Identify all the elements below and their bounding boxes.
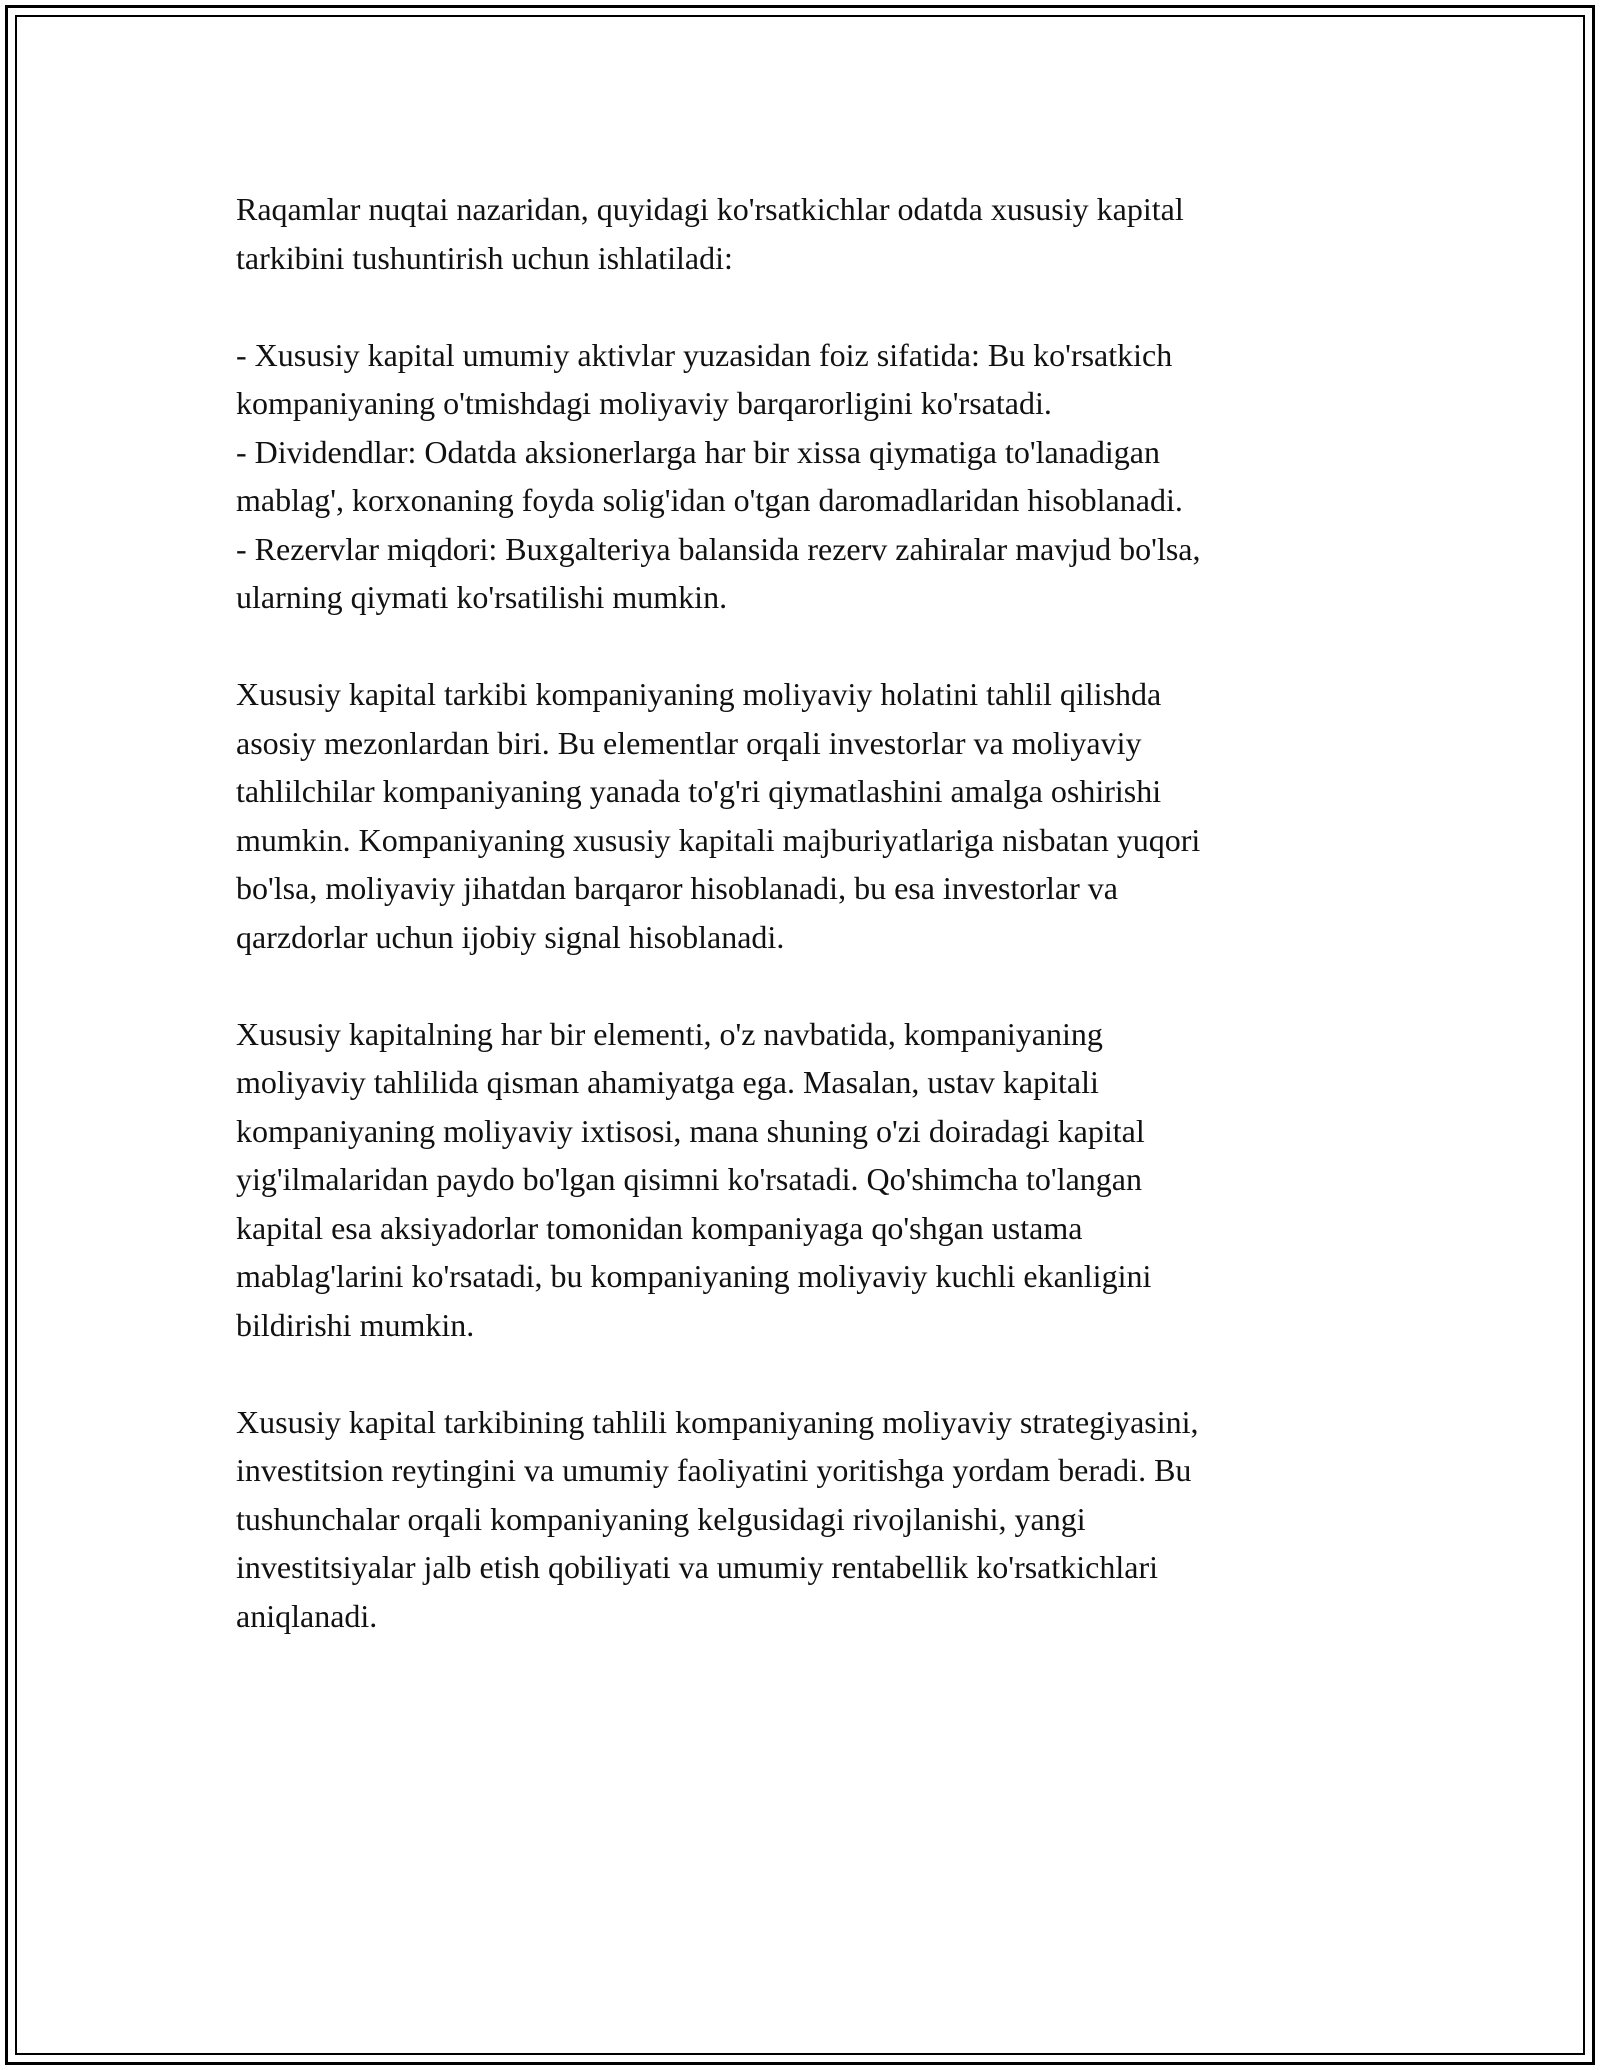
text-line: tahlilchilar kompaniyaning yanada to'g'ri qiymatlashini amalga oshirishi — [236, 773, 1162, 809]
text-line: investitsiyalar jalb etish qobiliyati va umumiy rentabellik ko'rsatkichlari — [236, 1549, 1158, 1585]
text-line: bildirishi mumkin. — [236, 1306, 475, 1343]
paragraph-indicator-list — [236, 331, 1366, 622]
text-line: mumkin. Kompaniyaning xususiy kapitali majburiyatlariga nisbatan yuqori — [236, 821, 1201, 858]
list-item-text-line: ularning qiymati ko'rsatilishi mumkin. — [236, 579, 728, 615]
text-line: mablag'larini ko'rsatadi, bu kompaniyaning moliyaviy kuchli ekanligini — [236, 1258, 1152, 1294]
paragraph-structure-analysis — [236, 670, 1366, 961]
text-line: moliyaviy tahlilida qisman ahamiyatga ega. Masalan, ustav kapitali — [236, 1064, 1099, 1100]
text-line: Xususiy kapital tarkibining tahlili kompaniyaning moliyaviy strategiyasini, — [236, 1403, 1199, 1440]
document-body — [236, 185, 1366, 1689]
text-line: tushunchalar orqali kompaniyaning kelgusidagi rivojlanishi, yangi — [236, 1500, 1086, 1537]
paragraph-elements — [236, 1010, 1366, 1350]
text-line: yig'ilmalaridan paydo bo'lgan qisimni ko'rsatadi. Qo'shimcha to'langan — [236, 1161, 1142, 1197]
text-line: tarkibini tushuntirish uchun ishlatiladi: — [236, 239, 733, 276]
text-line: kompaniyaning moliyaviy ixtisosi, mana shuning o'zi doiradagi kapital — [236, 1112, 1145, 1149]
text-line: kapital esa aksiyadorlar tomonidan kompaniyaga qo'shgan ustama — [236, 1209, 1083, 1246]
text-line: investitsion reytingini va umumiy faoliyatini yoritishga yordam beradi. Bu — [236, 1452, 1192, 1488]
text-line: Xususiy kapital tarkibi kompaniyaning moliyaviy holatini tahlil qilishda — [236, 676, 1162, 712]
paragraph-conclusion — [236, 1398, 1366, 1641]
text-line: asosiy mezonlardan biri. Bu elementlar orqali investorlar va moliyaviy — [236, 724, 1142, 761]
text-line: Xususiy kapitalning har bir elementi, o'z navbatida, kompaniyaning — [236, 1015, 1103, 1052]
list-item-text-line: kompaniyaning o'tmishdagi moliyaviy barqarorligini ko'rsatadi. — [236, 385, 1052, 421]
text-line: aniqlanadi. — [236, 1597, 378, 1634]
paragraph-intro — [236, 185, 1366, 282]
text-line: qarzdorlar uchun ijobiy signal hisoblanadi. — [236, 918, 785, 955]
text-line: bo'lsa, moliyaviy jihatdan barqaror hisoblanadi, bu esa investorlar va — [236, 870, 1118, 906]
list-item-text-line: mablag', korxonaning foyda solig'idan o'tgan daromadlaridan hisoblanadi. — [236, 482, 1183, 518]
list-item-text-line: - Rezervlar miqdori: Buxgalteriya balansida rezerv zahiralar mavjud bo'lsa, — [236, 530, 1201, 567]
list-item-text-line: - Dividendlar: Odatda aksionerlarga har bir xissa qiymatiga to'lanadigan — [236, 433, 1160, 470]
text-line: Raqamlar nuqtai nazaridan, quyidagi ko'rsatkichlar odatda xususiy kapital — [236, 191, 1184, 227]
list-item-text-line: - Xususiy kapital umumiy aktivlar yuzasidan foiz sifatida: Bu ko'rsatkich — [236, 336, 1173, 373]
